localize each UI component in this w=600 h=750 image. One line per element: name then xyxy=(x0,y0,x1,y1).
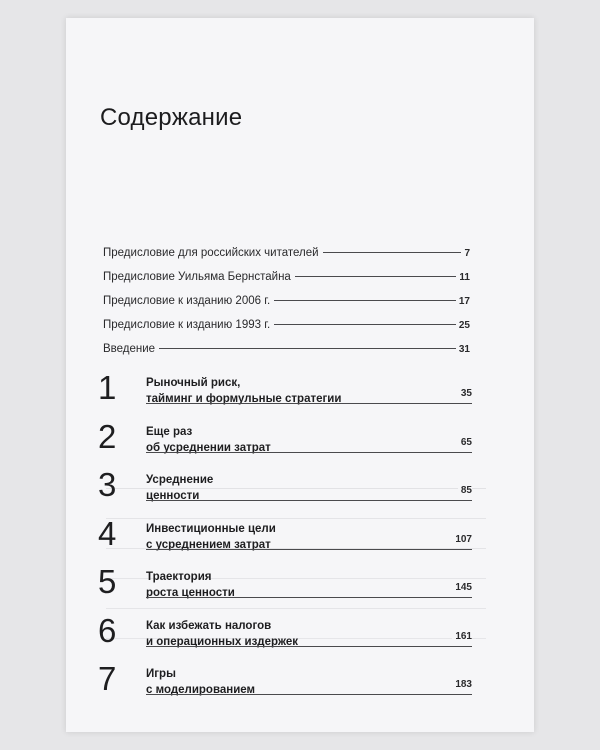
toc-entry[interactable] xyxy=(103,319,470,343)
chapter-number: 1 xyxy=(98,369,117,406)
toc-entry[interactable] xyxy=(103,295,470,319)
leader-line xyxy=(146,694,472,695)
chapter-page: 161 xyxy=(452,631,472,642)
chapter-entry[interactable] xyxy=(98,416,472,465)
toc-entry-label: Предисловие для российских читателей xyxy=(103,247,319,259)
leader-line xyxy=(146,597,472,598)
toc-entry-page: 25 xyxy=(458,320,470,331)
chapter-entry[interactable] xyxy=(98,513,472,562)
toc-entry-label: Предисловие Уильяма Бернстайна xyxy=(103,271,291,283)
chapter-title-line: Инвестиционные цели xyxy=(146,522,276,535)
chapter-list xyxy=(98,367,472,707)
chapter-number: 6 xyxy=(98,611,117,649)
leader-line xyxy=(274,324,456,325)
toc-heading: Содержание xyxy=(100,104,243,131)
leader-line xyxy=(146,500,472,501)
chapter-title-line: Игры xyxy=(146,668,176,680)
toc-entry-label: Введение xyxy=(103,343,156,355)
chapter-title-line: Как избежать налогов xyxy=(146,619,272,632)
toc-entry-page: 17 xyxy=(458,296,470,307)
chapter-number: 2 xyxy=(98,417,117,455)
toc-entry-page: 11 xyxy=(459,272,470,283)
leader-line xyxy=(146,549,472,550)
leader-line xyxy=(274,300,456,301)
chapter-entry[interactable] xyxy=(98,367,472,416)
chapter-page: 107 xyxy=(452,534,472,545)
front-matter-list xyxy=(103,247,470,367)
chapter-entry[interactable] xyxy=(98,610,472,659)
toc-entry[interactable] xyxy=(103,271,470,295)
chapter-title-line: с усреднением затрат xyxy=(146,538,271,551)
leader-line xyxy=(159,348,456,349)
chapter-title-line: Еще раз xyxy=(146,425,193,438)
chapter-page: 145 xyxy=(452,582,472,593)
chapter-title-line: роста ценности xyxy=(146,587,235,599)
chapter-number: 4 xyxy=(98,514,117,552)
chapter-title-line: ценности xyxy=(146,490,200,502)
toc-entry-label: Предисловие к изданию 1993 г. xyxy=(103,319,271,331)
toc-entry[interactable] xyxy=(103,343,470,367)
chapter-page: 65 xyxy=(458,437,472,448)
leader-line xyxy=(146,452,472,453)
chapter-entry[interactable] xyxy=(98,464,472,513)
chapter-number: 5 xyxy=(98,563,117,600)
toc-entry[interactable] xyxy=(103,247,470,271)
leader-line xyxy=(146,646,472,647)
leader-line xyxy=(323,252,462,253)
chapter-title-line: Траектория xyxy=(146,571,212,583)
book-page xyxy=(66,18,534,732)
chapter-title-line: тайминг и формульные стратегии xyxy=(146,393,342,405)
chapter-page: 35 xyxy=(458,388,472,399)
chapter-title-line: Рыночный риск, xyxy=(146,377,241,389)
chapter-entry[interactable] xyxy=(98,658,472,707)
leader-line xyxy=(146,403,472,404)
chapter-page: 85 xyxy=(458,485,472,496)
chapter-entry[interactable] xyxy=(98,561,472,610)
chapter-page: 183 xyxy=(452,679,472,690)
toc-entry-page: 31 xyxy=(458,344,470,355)
chapter-number: 7 xyxy=(98,660,117,697)
chapter-title-line: Усреднение xyxy=(146,474,214,486)
chapter-title-line: об усреднении затрат xyxy=(146,441,271,454)
chapter-title-line: с моделированием xyxy=(146,684,256,696)
leader-line xyxy=(295,276,457,277)
toc-entry-page: 7 xyxy=(464,248,470,259)
chapter-number: 3 xyxy=(98,466,117,503)
chapter-title-line: и операционных издержек xyxy=(146,635,299,648)
toc-entry-label: Предисловие к изданию 2006 г. xyxy=(103,295,271,307)
